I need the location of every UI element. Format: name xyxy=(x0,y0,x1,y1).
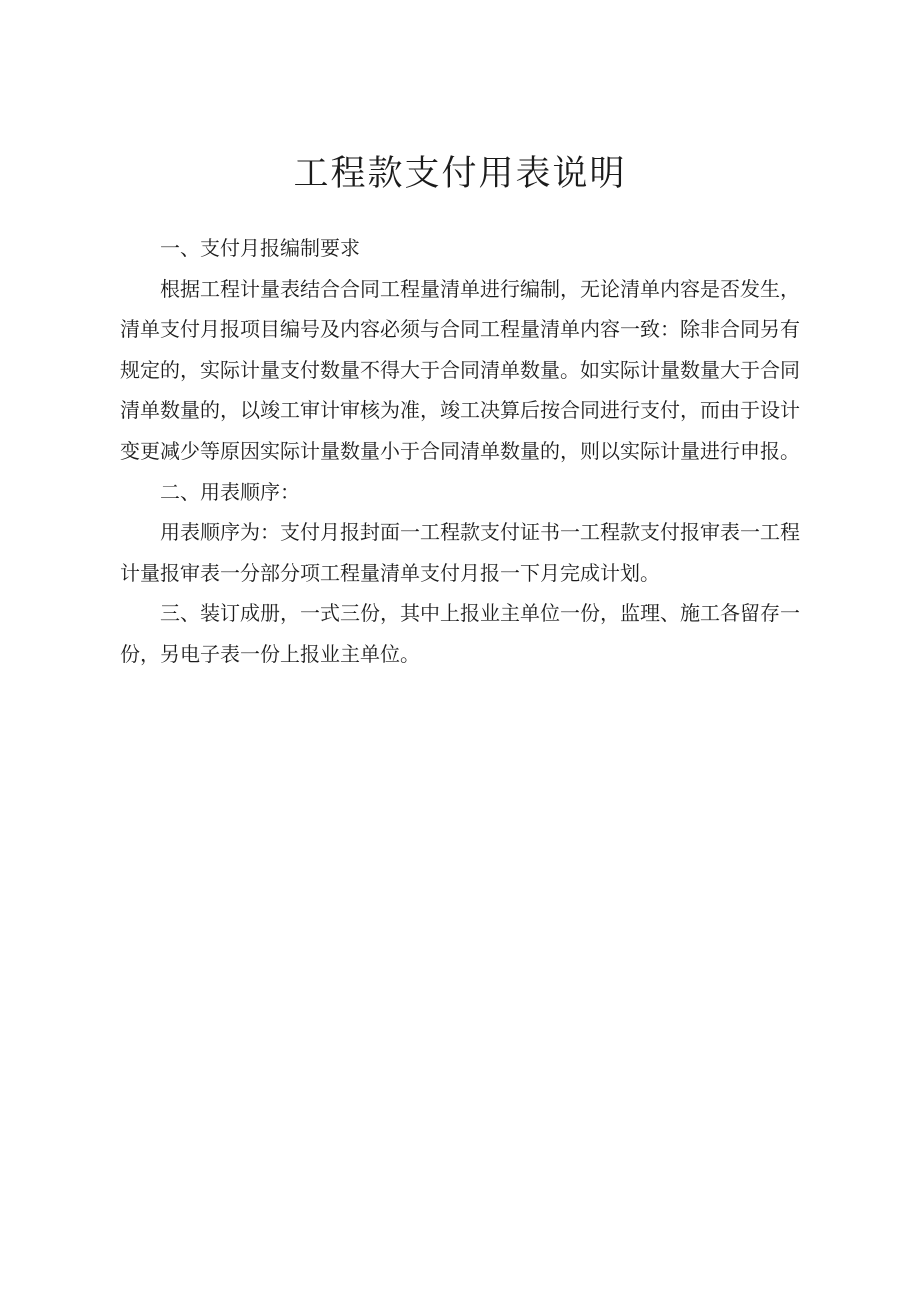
document-title: 工程款支付用表说明 xyxy=(293,154,627,193)
section-1-paragraph: 根据工程计量表结合合同工程量清单进行编制，无论清单内容是否发生，清单支付月报项目编号及内容必须与合同工程量清单内容一致：除非合同另有规定的，实际计量支付数量不得大于合同清单数量。如实际计量数量大于合同清单数量的，以竣工审计审核为准，竣工决算后按合同进行支付，而由于设计变更减少等原因实际计量数量小于合同清单数量的，则以实际计量进行申报。 xyxy=(120,278,800,463)
section-1-heading: 一、支付月报编制要求 xyxy=(160,238,360,260)
section-3-paragraph: 三、装订成册，一式三份，其中上报业主单位一份，监理、施工各留存一份，另电子表一份上报业主单位。 xyxy=(120,603,800,666)
section-2-paragraph: 用表顺序为：支付月报封面一工程款支付证书一工程款支付报审表一工程计量报审表一分部分项工程量清单支付月报一下月完成计划。 xyxy=(120,522,800,585)
section-2-heading: 二、用表顺序： xyxy=(160,481,300,504)
